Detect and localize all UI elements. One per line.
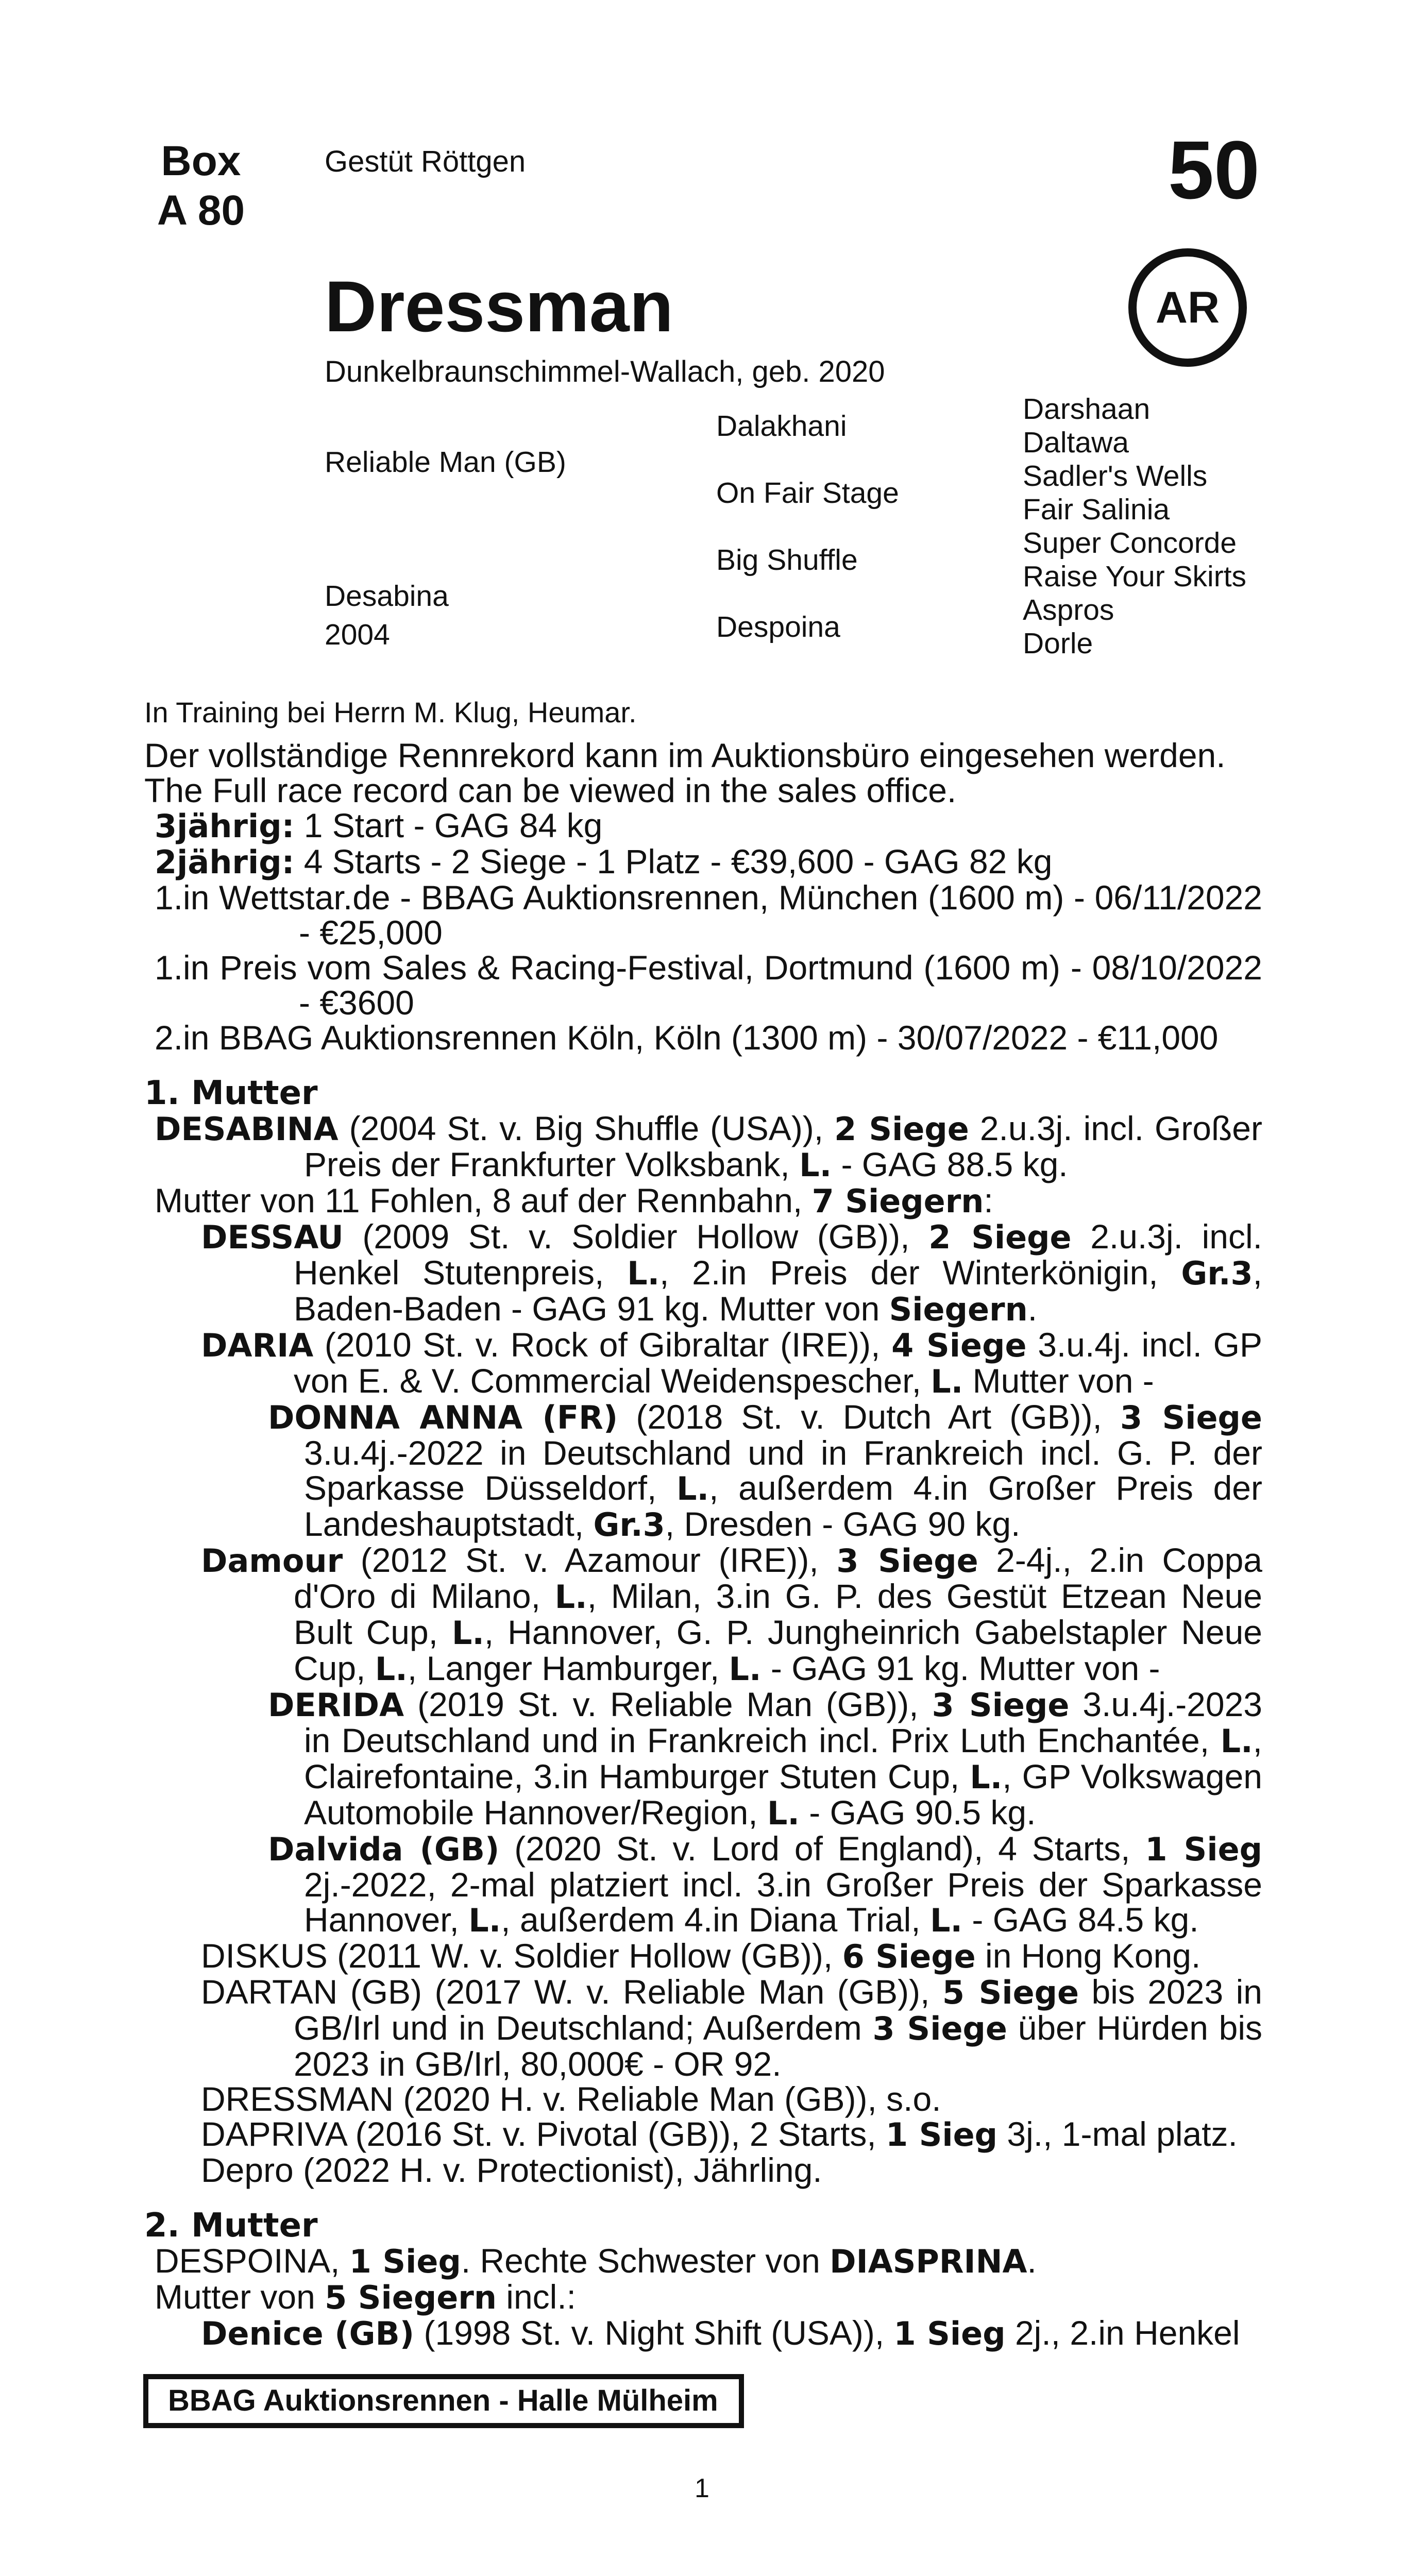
great-grandparent: Fair Salinia [1023, 493, 1170, 526]
second-dam-entry: DESPOINA, 1 Sieg. Rechte Schwester von DIASPRINA. [155, 2242, 1037, 2280]
race-result: 2.in BBAG Auktionsrennen Köln, Köln (1300 m) - 30/07/2022 - €11,000 [155, 1019, 1219, 1057]
great-grandparent: Sadler's Wells [1023, 460, 1208, 493]
ar-badge: AR [1128, 248, 1247, 367]
great-grandparent: Raise Your Skirts [1023, 560, 1247, 593]
great-grandparent: Darshaan [1023, 393, 1151, 426]
box-number: A 80 [157, 187, 245, 234]
grandparent: Dalakhani [716, 410, 847, 443]
age2-label: 2jährig: [155, 843, 295, 881]
page-number: 1 [695, 2473, 709, 2503]
produce-entry: DESSAU (2009 St. v. Soldier Hollow (GB)), 2 Siege 2.u.3j. incl. Henkel Stutenpreis, L., 2.in Preis der Winterkönigin, Gr.3, Baden-Baden - GAG 91 kg. Mutter von Siegern. [201, 1217, 1262, 1328]
great-grandparent: Aspros [1023, 594, 1114, 626]
box-label [149, 137, 252, 235]
great-grandparent: Super Concorde [1023, 527, 1237, 560]
produce-summary: Mutter von 11 Fohlen, 8 auf der Rennbahn, 7 Siegern: [155, 1181, 993, 1220]
great-grandparent: Daltawa [1023, 426, 1129, 459]
box-title: Box [161, 138, 241, 184]
age3-text: 1 Start - GAG 84 kg [294, 806, 603, 844]
second-dam-produce: Denice (GB) (1998 St. v. Night Shift (USA)), 1 Sieg 2j., 2.in Henkel [201, 2314, 1240, 2352]
first-dam-heading: 1. Mutter [144, 1074, 318, 1112]
training-info: In Training bei Herrn M. Klug, Heumar. [144, 696, 637, 728]
produce-entry: DARIA (2010 St. v. Rock of Gibraltar (IRE)), 4 Siege 3.u.4j. incl. GP von E. & V. Commercial Weidenspescher, L. Mutter von - [201, 1326, 1262, 1400]
produce-entry: DARTAN (GB) (2017 W. v. Reliable Man (GB)), 5 Siege bis 2023 in GB/Irl und in Deutschland; Außerdem 3 Siege über Hürden bis 2023 in GB/Irl, 80,000€ - OR 92. [201, 1973, 1262, 2083]
produce-entry: Damour (2012 St. v. Azamour (IRE)), 3 Siege 2-4j., 2.in Coppa d'Oro di Milano, L., Milan, 3.in G. P. des Gestüt Etzean Neue Bult Cup, L., Hannover, G. P. Jungheinrich Gabelstapler Neue Cup, L., Langer Hamburger, L. - GAG 91 kg. Mutter von - [201, 1541, 1262, 1688]
sire: Reliable Man (GB) [325, 446, 566, 479]
horse-name: Dressman [325, 266, 674, 347]
produce-entry: DAPRIVA (2016 St. v. Pivotal (GB)), 2 Starts, 1 Sieg 3j., 1-mal platz. [201, 2115, 1238, 2154]
age2-record [144, 844, 1262, 880]
race-record-note-en: The Full race record can be viewed in the sales office. [144, 771, 957, 809]
age3-label: 3jährig: [155, 807, 295, 845]
footer-sale-box: BBAG Auktionsrennen - Halle Mülheim [143, 2374, 744, 2428]
grandparent: Big Shuffle [716, 544, 858, 577]
second-dam-heading: 2. Mutter [144, 2207, 318, 2245]
grandproduce-entry: DERIDA (2019 St. v. Reliable Man (GB)), 3 Siege 3.u.4j.-2023 in Deutschland und in Frankreich incl. Prix Luth Enchantée, L., Clairefontaine, 3.in Hamburger Stuten Cup, L., GP Volkswagen Automobile Hannover/Region, L. - GAG 90.5 kg. [268, 1685, 1262, 1832]
dam: Desabina [325, 580, 449, 613]
horse-description: Dunkelbraunschimmel-Wallach, geb. 2020 [325, 355, 885, 388]
grandparent: On Fair Stage [716, 477, 899, 510]
second-dam-summary: Mutter von 5 Siegern incl.: [155, 2278, 577, 2316]
grandparent: Despoina [716, 611, 840, 643]
lot-number: 50 [1168, 124, 1260, 216]
dam-year: 2004 [325, 618, 390, 651]
grandproduce-entry: DONNA ANNA (FR) (2018 St. v. Dutch Art (GB)), 3 Siege 3.u.4j.-2022 in Deutschland und in Frankreich incl. G. P. der Sparkasse Düsseldorf, L., außerdem 4.in Großer Preis der Landeshauptstadt, Gr.3, Dresden - GAG 90 kg. [268, 1398, 1262, 1544]
race-result: 1.in Preis vom Sales & Racing-Festival, Dortmund (1600 m) - 08/10/2022 - €3600 [155, 948, 1262, 1022]
age2-text: 4 Starts - 2 Siege - 1 Platz - €39,600 - GAG 82 kg [294, 842, 1053, 880]
produce-entry: Depro (2022 H. v. Protectionist), Jährling. [201, 2151, 822, 2189]
catalogue-text [144, 738, 1262, 2351]
dam-entry: DESABINA (2004 St. v. Big Shuffle (USA)), 2 Siege 2.u.3j. incl. Großer Preis der Frankfurter Volksbank, L. - GAG 88.5 kg. [155, 1109, 1262, 1184]
great-grandparent: Dorle [1023, 627, 1093, 660]
age3-record [144, 808, 1262, 844]
produce-entry: DISKUS (2011 W. v. Soldier Hollow (GB)), 6 Siege in Hong Kong. [201, 1937, 1201, 1975]
race-result: 1.in Wettstar.de - BBAG Auktionsrennen, München (1600 m) - 06/11/2022 - €25,000 [155, 878, 1262, 952]
produce-entry: DRESSMAN (2020 H. v. Reliable Man (GB)), s.o. [201, 2080, 941, 2118]
race-record-note-de: Der vollständige Rennrekord kann im Auktionsbüro eingesehen werden. [144, 736, 1226, 774]
grandproduce-entry: Dalvida (GB) (2020 St. v. Lord of England), 4 Starts, 1 Sieg 2j.-2022, 2-mal platziert incl. 3.in Großer Preis der Sparkasse Hannover, L., außerdem 4.in Diana Trial, L. - GAG 84.5 kg. [268, 1829, 1263, 1939]
farm-name: Gestüt Röttgen [325, 145, 526, 178]
